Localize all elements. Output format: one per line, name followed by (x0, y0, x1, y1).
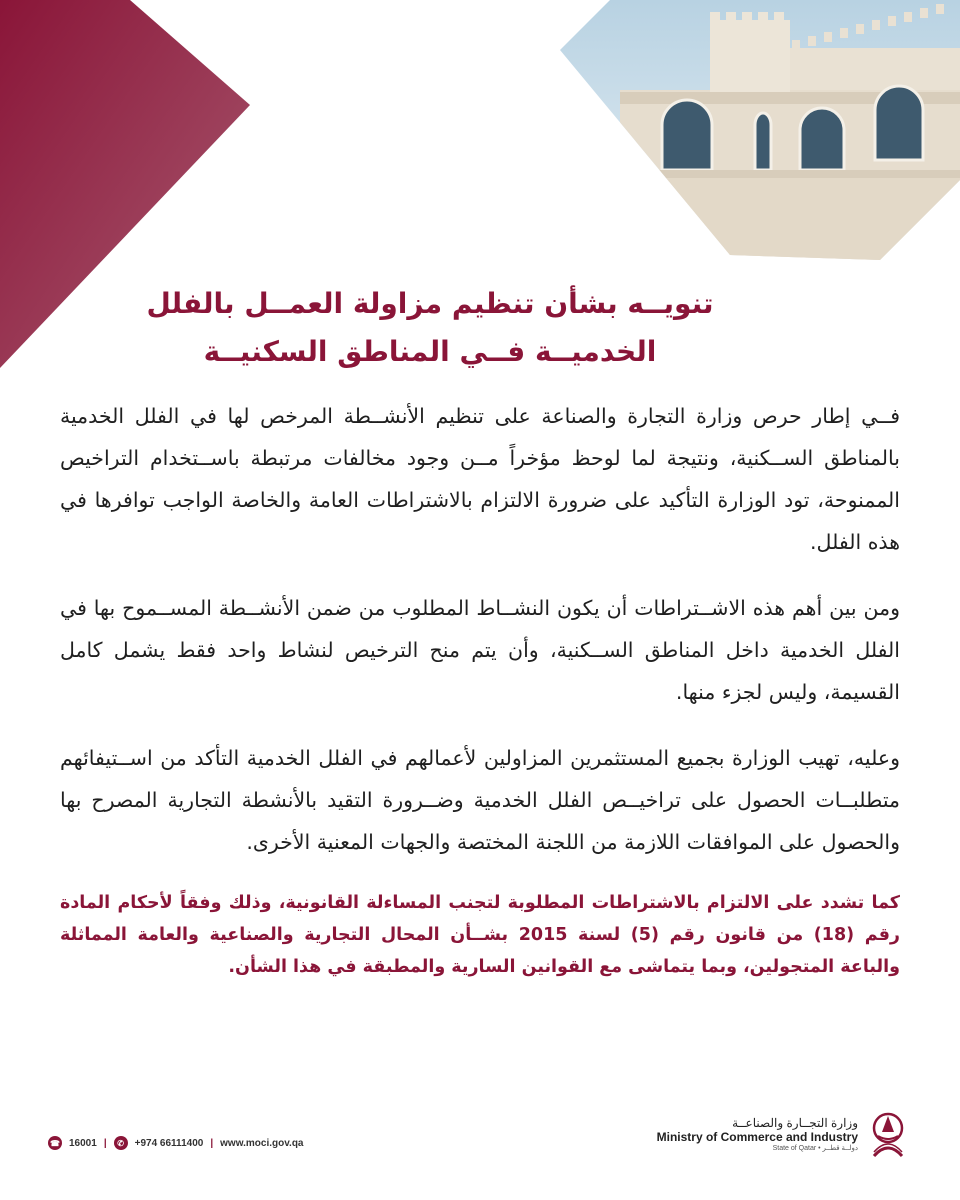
paragraph-3: وعليه، تهيب الوزارة بجميع المستثمرين المزاولين لأعمالهم في الفلل الخدمية التأكد من اســتيفائهم متطلبــات الحصول على تراخيــص الفلل الخدمية وضــرورة التقيد بالأنشطة التجارية المصرح بها والحصول على الموافقات اللازمة من اللجنة المختصة والجهات المعنية الأخرى. (60, 746, 900, 854)
hotline-number[interactable]: 16001 (69, 1137, 97, 1149)
paragraph-1: فــي إطار حرص وزارة التجارة والصناعة على تنظيم الأنشــطة المرخص لها في الفلل الخدمية بالمناطق الســكنية، ونتيجة لما لوحظ مؤخراً مــن وجود مخالفات مرتبطة باســتخدام التراخيص الممنوحة، تود الوزارة التأكيد على ضرورة الالتزام بالاشتراطات العامة والخاصة الواجب توافرها في هذه الفلل. (60, 404, 900, 554)
title-line-2: الخدميــة فــي المناطق السكنيــة (203, 335, 657, 368)
contact-info (48, 1136, 304, 1150)
notice-title (60, 280, 800, 376)
building-photo (560, 0, 960, 260)
legal-note: كما تشدد على الالتزام بالاشتراطات المطلوبة لتجنب المساءلة القانونية، وذلك وفقاً لأحكام المادة رقم (18) من قانون رقم (5) لسنة 2015 بشــأن المحال التجارية والصناعية والعامة المماثلة والباعة المتجولين، وبما يتماشى مع القوانين السارية والمطبقة في هذا الشأن. (60, 893, 900, 977)
whatsapp-icon: ✆ (114, 1136, 128, 1150)
website-link[interactable]: www.moci.gov.qa (220, 1137, 304, 1149)
paragraph-2: ومن بين أهم هذه الاشــتراطات أن يكون النشــاط المطلوب من ضمن الأنشــطة المســموح بها في الفلل الخدمية داخل المناطق الســكنية، وأن يتم منح الترخيص لنشاط واحد فقط يشمل كامل القسيمة، وليس لجزء منها. (60, 596, 900, 704)
separator: | (103, 1137, 107, 1149)
whatsapp-number[interactable]: +974 66111400 (134, 1137, 204, 1149)
footer (0, 1090, 960, 1200)
phone-icon: ☎ (48, 1136, 62, 1150)
ministry-name-block (657, 1116, 858, 1152)
state-label: State of Qatar • دولــة قطــر (772, 1145, 858, 1152)
notice-body (60, 395, 900, 1007)
ministry-logo (657, 1106, 910, 1162)
ministry-name-ar: وزارة التجــارة والصناعــة (732, 1116, 858, 1130)
separator: | (210, 1137, 214, 1149)
qatar-emblem-icon (866, 1106, 910, 1162)
title-line-1: تنويــه بشأن تنظيم مزاولة العمــل بالفلل (146, 287, 714, 320)
ministry-name-en: Ministry of Commerce and Industry (656, 1130, 858, 1144)
